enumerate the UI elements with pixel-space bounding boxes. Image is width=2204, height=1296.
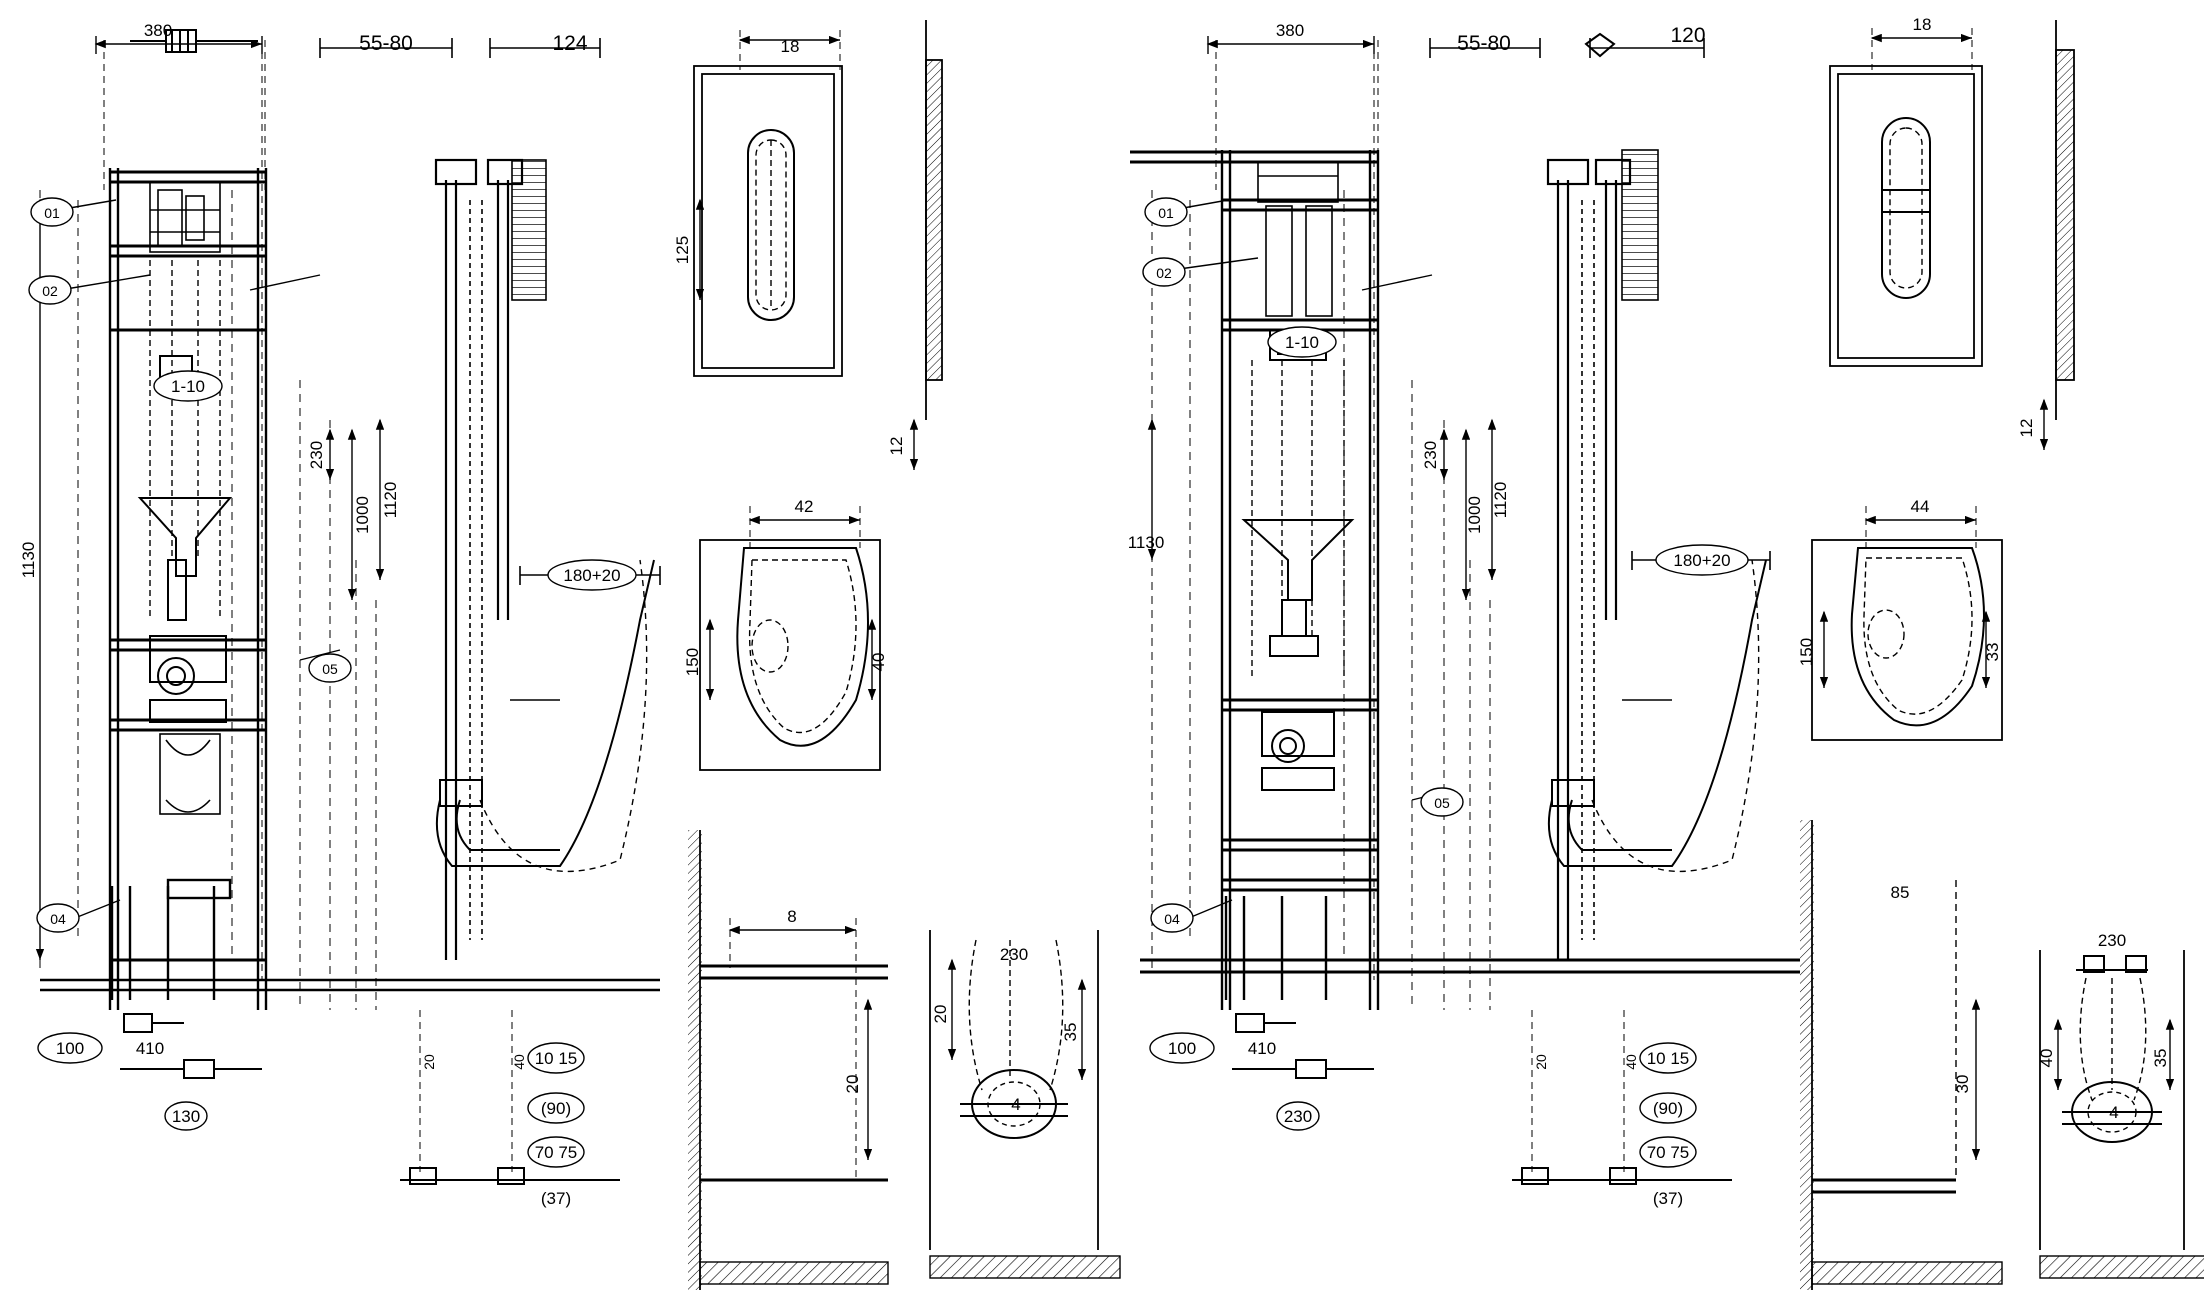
dim-right-bottom-2: 410 [1247, 1039, 1277, 1058]
dim-right-br-3: 70 75 [1646, 1143, 1690, 1162]
dim-left-wcplan-width: 42 [794, 497, 814, 516]
dim-right-wcplan-left: 150 [1797, 637, 1816, 667]
right-pan-detail [2040, 950, 2204, 1278]
dim-right-top-note-1: 55-80 [1457, 32, 1511, 55]
callout-right-01: 01 [1158, 205, 1174, 221]
dim-left-vert-big: 1130 [19, 541, 38, 579]
dim-left-bottom-3: 130 [171, 1107, 201, 1126]
left-floor-detail [688, 830, 888, 1290]
left-pan-detail [930, 930, 1120, 1278]
dim-left-top-note-2: 124 [552, 32, 588, 55]
dim-left-br-1: 10 15 [534, 1049, 578, 1068]
label-left-center: 1-10 [170, 377, 206, 396]
dim-right-mid-note: 180+20 [1673, 551, 1731, 570]
callout-right-04: 04 [1164, 911, 1180, 927]
callout-left-05: 05 [322, 661, 338, 677]
dim-right-hidden-note: 230 [2097, 931, 2127, 950]
dim-left-pan-detail-1: 20 [931, 1004, 950, 1024]
dim-left-top-width: 380 [143, 21, 173, 40]
dim-right-small-b: 40 [1623, 1054, 1639, 1070]
dim-left-small-a: 20 [421, 1054, 437, 1070]
dim-left-pan-detail-2: 35 [1061, 1022, 1080, 1042]
dim-right-plate-width: 18 [1912, 15, 1932, 34]
dim-left-wcplan-left: 150 [683, 647, 702, 677]
dim-right-wcplan-right: 33 [1983, 642, 2002, 662]
dim-right-plate-depth: 12 [2017, 418, 2036, 438]
dim-right-pan-detail-1: 40 [2037, 1048, 2056, 1068]
dim-left-plate-height: 125 [673, 235, 692, 265]
dim-right-br-1: 10 15 [1646, 1049, 1690, 1068]
dim-right-floor-h2: 30 [1953, 1074, 1972, 1094]
dim-right-bottom-1: 100 [1167, 1039, 1197, 1058]
left-wc-plan [700, 506, 880, 770]
dim-left-mid-note: 180+20 [563, 566, 621, 585]
dim-right-br-4: (37) [1652, 1189, 1684, 1208]
dim-left-plate-width: 18 [780, 37, 800, 56]
dim-left-side-height-1: 1120 [381, 481, 400, 519]
dim-right-pan-detail-3: 4 [2109, 1103, 2119, 1122]
dim-left-top-note-1: 55-80 [359, 32, 413, 55]
right-assembly [1127, 34, 1800, 1184]
label-right-center: 1-10 [1284, 333, 1320, 352]
right-plate-plan [1830, 20, 2074, 450]
dim-left-wcplan-right: 40 [869, 652, 888, 672]
dim-right-wcplan-width: 44 [1910, 497, 1930, 516]
dim-left-br-2: (90) [540, 1099, 572, 1118]
dim-left-bottom-2: 410 [135, 1039, 165, 1058]
dim-left-floor-h2: 20 [843, 1074, 862, 1094]
dim-left-br-3: 70 75 [534, 1143, 578, 1162]
dim-left-plate-depth: 12 [887, 436, 906, 456]
dim-right-top-width: 380 [1275, 21, 1305, 40]
callout-left-04: 04 [50, 911, 66, 927]
dim-left-br-4: (37) [540, 1189, 572, 1208]
dim-right-floor-width: 85 [1890, 883, 1910, 902]
dim-right-pan-detail-2: 35 [2151, 1048, 2170, 1068]
left-plate-plan [694, 20, 942, 470]
callout-right-05: 05 [1434, 795, 1450, 811]
callout-left-01: 01 [44, 205, 60, 221]
dim-left-side-height-2: 1000 [353, 496, 372, 534]
callout-right-02: 02 [1156, 265, 1172, 281]
dim-right-side-height-2: 1000 [1465, 496, 1484, 534]
right-wc-plan [1812, 506, 2002, 740]
dim-right-small-a: 20 [1533, 1054, 1549, 1070]
dim-right-br-2: (90) [1652, 1099, 1684, 1118]
dim-right-vert-mid: 230 [1421, 440, 1440, 470]
dim-left-floor-width: 8 [787, 907, 797, 926]
dim-right-side-height-1: 1120 [1491, 481, 1510, 519]
dim-left-vert-mid: 230 [307, 440, 326, 470]
dim-right-bottom-3: 230 [1283, 1107, 1313, 1126]
dim-right-vert-big: 1130 [1127, 533, 1165, 552]
dim-left-bottom-1: 100 [55, 1039, 85, 1058]
dim-left-hidden-note: 230 [999, 945, 1029, 964]
left-assembly [29, 30, 660, 1184]
dim-left-pan-detail-3: 4 [1011, 1095, 1021, 1114]
dim-right-top-note-2: 120 [1670, 24, 1706, 47]
callout-left-02: 02 [42, 283, 58, 299]
dim-left-small-b: 40 [511, 1054, 527, 1070]
